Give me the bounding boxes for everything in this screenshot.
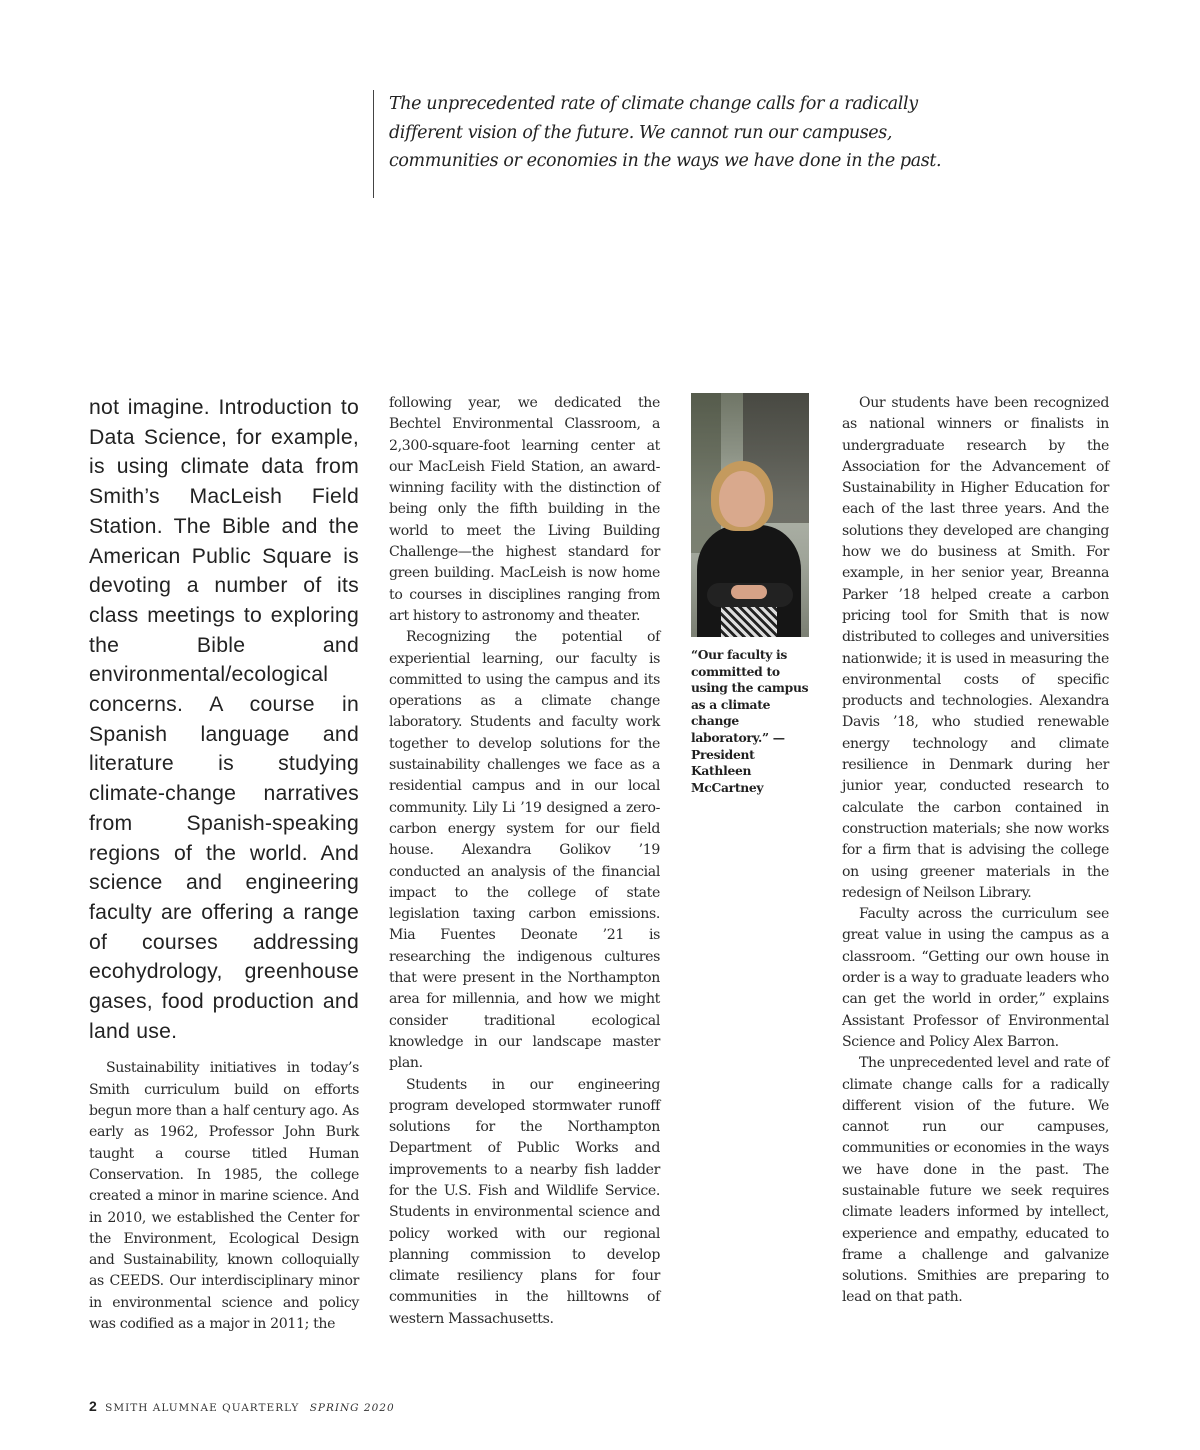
sidebar-column [691,393,811,796]
column-2 [389,393,660,1330]
page-footer [89,1398,395,1418]
body-paragraph: Sustainability initiatives in today’s Smith curriculum build on efforts begun more than a half century ago. As early as 1962, Professor John Burk taught a course titled Human Conservation. In 1985, the college created a minor in marine science. And in 2010, we established the Center for the Environment, Ecological Design and Sustainability, known colloquially as CEEDS. Our interdisciplinary minor in environmental science and policy was codified as a major in 2011; the [89,1060,359,1333]
issue-date: SPRING 2020 [309,1402,395,1414]
president-portrait-photo [691,393,809,637]
page-number: 2 [89,1398,97,1414]
body-paragraph: Faculty across the curriculum see great value in using the campus as a classroom. “Getting our own house in order is a way to graduate leaders who can get the world in order,” explains Assistant Professor of Environmental Science and Policy Alex Barron. [842,906,1109,1050]
pull-quote-text: The unprecedented rate of climate change calls for a radically different vision of the future. We cannot run our campuses, communities or economies in the ways we have done in the past. [389,94,942,172]
photo-caption: “Our faculty is committed to using the campus as a climate change laboratory.” —President Kathleen McCartney [691,647,809,795]
column-4 [842,393,1109,1309]
body-paragraph: The unprecedented level and rate of climate change calls for a radically different vision of the future. We cannot run our campuses, communities or economies in the ways we have done in the past. The sustainable future we seek requires climate leaders informed by intellect, experience and empathy, educated to frame a challenge and galvanize solutions. Smithies are preparing to lead on that path. [842,1055,1109,1306]
body-paragraph: Recognizing the potential of experiential learning, our faculty is committed to using the campus and its operations as a climate change laboratory. Students and faculty work together to develop solutions for the sustainability challenges we face as a residential campus and in our local community. Lily Li ’19 designed a zero-carbon energy system for our field house. Alexandra Golikov ’19 conducted an analysis of the financial impact to the college of state legislation taxing carbon emissions. Mia Fuentes Deonate ’21 is researching the indigenous cultures that were present in the Northampton area for millennia, and how we might consider traditional ecological knowledge in our landscape master plan. [389,629,660,1072]
pull-quote [373,90,973,198]
lead-paragraph: not imagine. Introduction to Data Science, for example, is using climate data from Smith’s MacLeish Field Station. The Bible and the American Public Square is devoting a number of its class meetings to exploring the Bible and environmental/ecological concerns. A course in Spanish language and literature is studying climate-change narratives from Spanish-speaking regions of the world. And science and engineering faculty are offering a range of courses addressing ecohydrology, greenhouse gases, food production and land use. [89,396,359,1043]
body-paragraph: following year, we dedicated the Bechtel Environmental Classroom, a 2,300-square-foot learning center at our MacLeish Field Station, an award-winning facility with the distinction of being only the fifth building in the world to meet the Living Building Challenge—the highest standard for green building. MacLeish is now home to courses in disciplines ranging from art history to astronomy and theater. [389,395,660,624]
publication-name: SMITH ALUMNAE QUARTERLY [105,1402,300,1414]
body-paragraph: Students in our engineering program developed stormwater runoff solutions for the Northampton Department of Public Works and improvements to a nearby fish ladder for the U.S. Fish and Wildlife Service. Students in environmental science and policy worked with our regional planning commission to develop climate resiliency plans for four communities in the hilltowns of western Massachusetts. [389,1076,660,1327]
column-1 [89,393,359,1335]
body-paragraph: Our students have been recognized as national winners or finalists in undergraduate research by the Association for the Advancement of Sustainability in Higher Education for each of the last three years. And the solutions they developed are changing how we do business at Smith. For example, in her senior year, Breanna Parker ’18 helped create a carbon pricing tool for Smith that is now distributed to colleges and universities nationwide; it is used in measuring the environmental costs of specific products and technologies. Alexandra Davis ’18, who studied renewable energy technology and climate resilience in Denmark during her junior year, conducted research to calculate the carbon contained in construction materials; she now works for a firm that is advising the college on using greener materials in the redesign of Neilson Library. [842,395,1109,901]
